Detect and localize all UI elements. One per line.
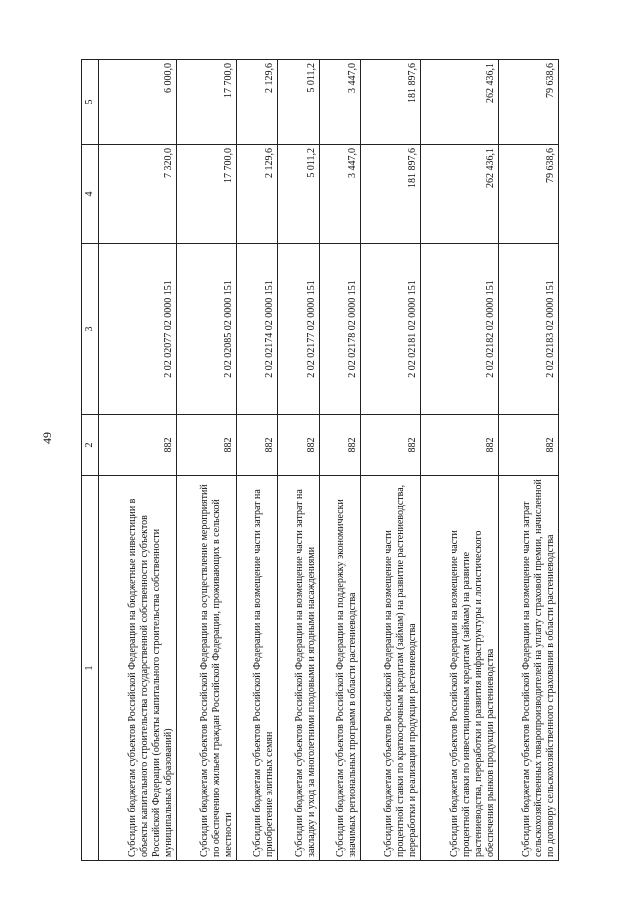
header-col-4: 4 (82, 145, 99, 244)
row-admin-code: 882 (319, 415, 360, 476)
row-budget-code: 2 02 02181 02 0000 151 (361, 244, 421, 415)
row-admin-code: 882 (99, 415, 177, 476)
row-value-col4: 7 320,0 (99, 145, 177, 244)
row-value-col4: 79 638,6 (499, 145, 559, 244)
row-value-col5: 2 129,6 (236, 60, 277, 145)
row-value-col5: 262 436,1 (420, 60, 498, 145)
table-row (420, 60, 498, 861)
row-value-col5: 17 700,0 (177, 60, 237, 145)
row-value-col5: 6 000,0 (99, 60, 177, 145)
row-value-col5: 5 011,2 (278, 60, 319, 145)
page-number: 49 (40, 432, 54, 444)
row-admin-code: 882 (236, 415, 277, 476)
row-description: Субсидии бюджетам субъектов Российской Федерации на возмещение части процентной ставки по краткосрочным кредитам (займам) на развитие растениеводства, переработки и реализации продукции растениеводства (361, 476, 421, 861)
table-row (99, 60, 177, 861)
row-value-col4: 3 447,0 (319, 145, 360, 244)
row-value-col4: 181 897,6 (361, 145, 421, 244)
row-value-col4: 262 436,1 (420, 145, 498, 244)
row-description: Субсидии бюджетам субъектов Российской Федерации на поддержку экономически значимых региональных программ в области растениеводства (319, 476, 360, 861)
header-col-3: 3 (82, 244, 99, 415)
row-admin-code: 882 (361, 415, 421, 476)
table-row (361, 60, 421, 861)
row-admin-code: 882 (278, 415, 319, 476)
row-value-col4: 17 700,0 (177, 145, 237, 244)
row-budget-code: 2 02 02182 02 0000 151 (420, 244, 498, 415)
row-admin-code: 882 (177, 415, 237, 476)
header-col-1: 1 (82, 476, 99, 861)
row-value-col5: 181 897,6 (361, 60, 421, 145)
row-budget-code: 2 02 02178 02 0000 151 (319, 244, 360, 415)
budget-table-container (81, 59, 559, 861)
row-description: Субсидии бюджетам субъектов Российской Федерации на возмещение части затрат сельскохозяйственных товаропроизводителей на уплату страховой премии, начисленной по договору сельскохозяйственного страхования в области растениеводства (499, 476, 559, 861)
row-budget-code: 2 02 02174 02 0000 151 (236, 244, 277, 415)
row-admin-code: 882 (420, 415, 498, 476)
table-row (177, 60, 237, 861)
budget-table (81, 59, 559, 861)
row-description: Субсидии бюджетам субъектов Российской Федерации на возмещение части процентной ставки по инвестиционным кредитам (займам) на развитие растениеводства, переработки и развития инфраструктуры и логистического обеспечения рынков продукции растениеводства (420, 476, 498, 861)
row-value-col5: 3 447,0 (319, 60, 360, 145)
table-row (499, 60, 559, 861)
row-budget-code: 2 02 02177 02 0000 151 (278, 244, 319, 415)
header-col-5: 5 (82, 60, 99, 145)
row-value-col4: 5 011,2 (278, 145, 319, 244)
row-description: Субсидии бюджетам субъектов Российской Федерации на возмещение части затрат на закладку и уход за многолетними плодовыми и ягодными насаждениями (278, 476, 319, 861)
table-header-row (82, 60, 99, 861)
row-budget-code: 2 02 02085 02 0000 151 (177, 244, 237, 415)
table-row (319, 60, 360, 861)
row-description: Субсидии бюджетам субъектов Российской Федерации на возмещение части затрат на приобретение элитных семян (236, 476, 277, 861)
row-budget-code: 2 02 02183 02 0000 151 (499, 244, 559, 415)
table-row (278, 60, 319, 861)
table-row (236, 60, 277, 861)
row-value-col4: 2 129,6 (236, 145, 277, 244)
row-description: Субсидии бюджетам субъектов Российской Федерации на бюджетные инвестиции в объекты капитального строительства государственной собственности субъектов Российской Федерации (объекты капитального строительства собственности муниципальных образований) (99, 476, 177, 861)
row-budget-code: 2 02 02077 02 0000 151 (99, 244, 177, 415)
header-col-2: 2 (82, 415, 99, 476)
row-value-col5: 79 638,6 (499, 60, 559, 145)
row-admin-code: 882 (499, 415, 559, 476)
row-description: Субсидии бюджетам субъектов Российской Федерации на осуществление мероприятий по обеспечению жильем граждан Российской Федерации, проживающих в сельской местности (177, 476, 237, 861)
